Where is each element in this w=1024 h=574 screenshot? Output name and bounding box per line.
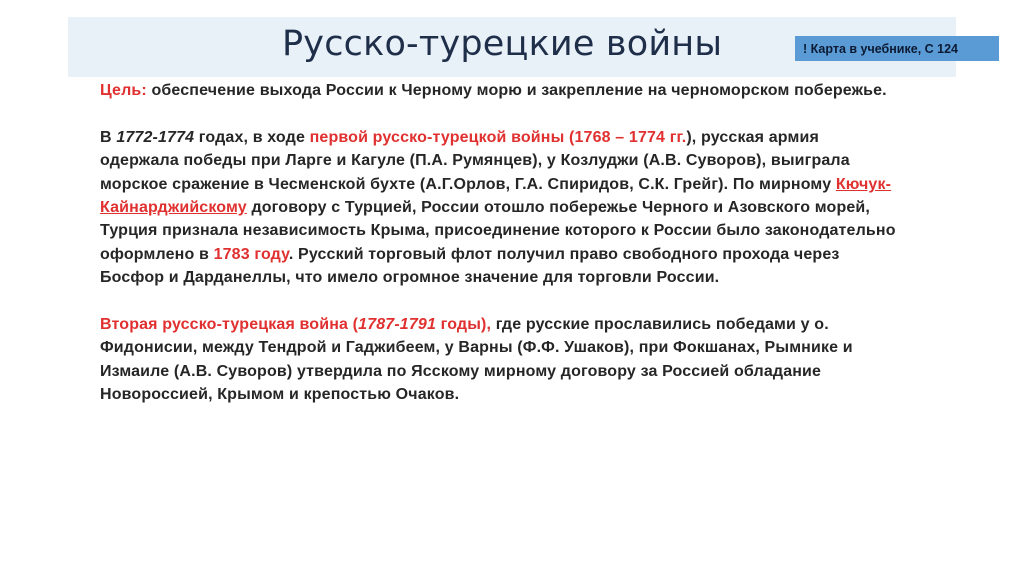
slide-title: Русско-турецкие войны [282, 24, 723, 64]
second-war-text: где русские прославились победами у о. Фидонисии, между Тендрой и Гаджибеем, у Варны (Ф.Ф. Ушаков), при Фокшанах, Рымнике и Измаиле (А.В. Суворов) утвердила по Ясскому мирному договору за Россией обладание Новороссией, Крымом и крепостью Очаков. [100, 316, 853, 404]
second-war-name: Вторая русско-турецкая война ( [100, 316, 359, 334]
goal-paragraph [100, 79, 900, 102]
annexation-year: 1783 году [213, 245, 289, 263]
text-fragment: ), русская армия одержала победы при Ларге и Кагуле (П.А. Румянцев), у Козлуджи (А.В. Суворов), выиграла морское сражение в Чесменской бухте (А.Г.Орлов, Г.А. Спиридов, С.К. Грейг). По мирному [100, 128, 850, 193]
goal-label: Цель: [100, 82, 147, 99]
first-war-name: первой русско-турецкой войны (1768 – 1774 гг. [309, 128, 687, 146]
goal-text: обеспечение выхода России к Черному морю и закрепление на черноморском побережье. [146, 82, 887, 99]
text-fragment: годах, в ходе [194, 128, 310, 146]
text-fragment: . Русский торговый флот получил право свободного прохода через Босфор и Дарданеллы, что имело огромное значение для торговли России. [100, 245, 840, 287]
second-war-years-suffix: годы), [436, 316, 492, 334]
second-war-paragraph [100, 313, 900, 407]
first-war-years: 1772-1774 [116, 128, 195, 146]
first-war-paragraph [100, 126, 900, 290]
textbook-map-note: ! Карта в учебнике, С 124 [795, 36, 999, 61]
treaty-link[interactable]: Кючук-Кайнарджийскому [100, 175, 892, 217]
text-fragment: договору с Турцией, России отошло побережье Черного и Азовского морей, Турция признала независимость Крыма, присоединение которого к России было законодательно оформлено в [100, 199, 896, 263]
slide-content [100, 79, 900, 407]
text-fragment: В [100, 128, 117, 146]
second-war-years: 1787-1791 [358, 316, 437, 334]
